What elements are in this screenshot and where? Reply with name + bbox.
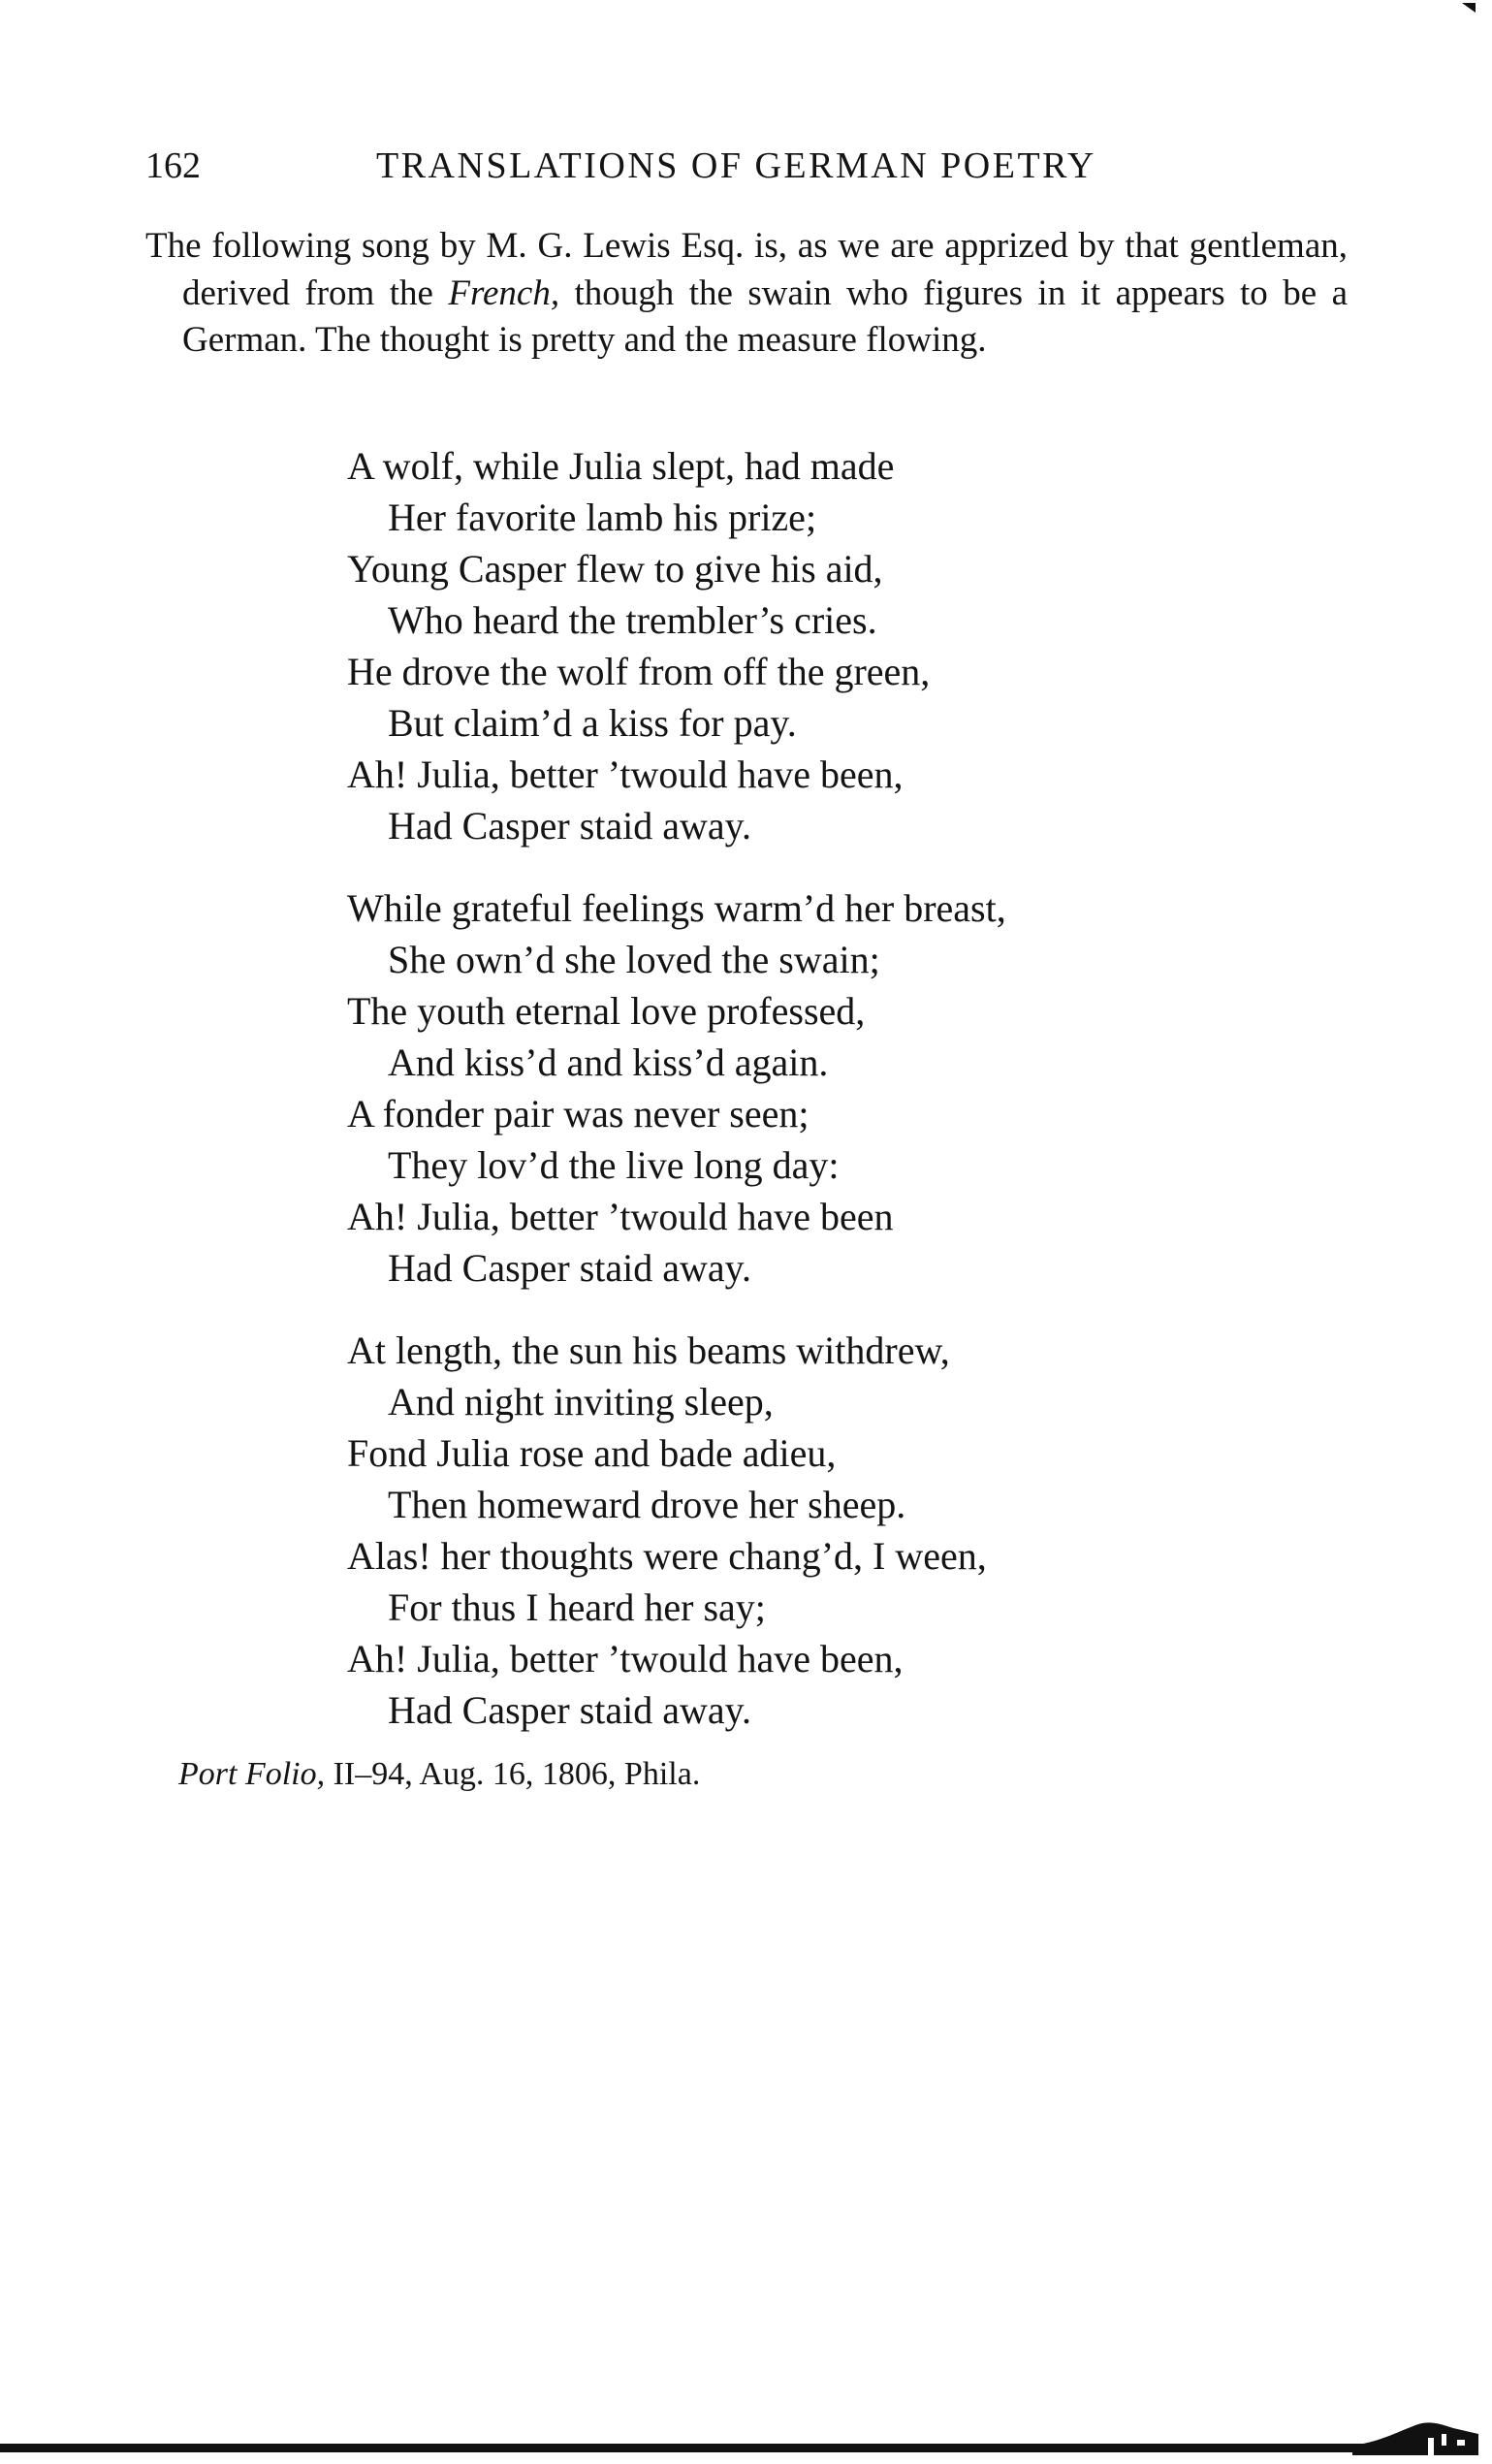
- page-header: [145, 142, 1134, 190]
- footer-scan-mark: [1352, 2395, 1478, 2455]
- citation-details: II–94, Aug. 16, 1806, Phila.: [325, 1756, 701, 1792]
- poem-line: Ah! Julia, better ’twould have been,: [347, 752, 904, 796]
- stanza-1: [347, 440, 1220, 851]
- poem-line: And kiss’d and kiss’d again.: [388, 1040, 829, 1084]
- poem-line: A fonder pair was never seen;: [347, 1092, 809, 1136]
- page-number: 162: [145, 145, 201, 186]
- source-citation: [178, 1753, 700, 1796]
- poem-line: Then homeward drove her sheep.: [388, 1483, 906, 1526]
- poem-line: Fond Julia rose and bade adieu,: [347, 1431, 837, 1475]
- stanza-2: [347, 882, 1220, 1294]
- corner-scan-mark: [1462, 0, 1476, 10]
- poem: [347, 440, 1220, 1767]
- citation-source: Port Folio,: [178, 1756, 326, 1792]
- stanza-3: [347, 1325, 1220, 1736]
- intro-text-before: The following song by M. G. Lewis Esq. is, as we are apprized by that gentleman, derived from the: [145, 226, 1348, 313]
- poem-line: Ah! Julia, better ’twould have been: [347, 1195, 894, 1238]
- running-title: TRANSLATIONS OF GERMAN POETRY: [376, 145, 1096, 186]
- poem-line: Young Casper flew to give his aid,: [347, 547, 883, 591]
- poem-line: But claim’d a kiss for pay.: [388, 701, 797, 745]
- poem-line: Alas! her thoughts were chang’d, I ween,: [347, 1534, 987, 1578]
- poem-line: While grateful feelings warm’d her breast,: [347, 886, 1006, 930]
- poem-line: The youth eternal love professed,: [347, 989, 866, 1033]
- poem-line: She own’d she loved the swain;: [388, 938, 880, 981]
- poem-line: They lov’d the live long day:: [388, 1143, 840, 1187]
- poem-line: He drove the wolf from off the green,: [347, 650, 931, 693]
- footer-scan-rule: [0, 2444, 1377, 2452]
- intro-text-after: though the swain who figures in it appears to be a German. The thought is pretty and the measure flowing.: [182, 272, 1349, 360]
- poem-line: Ah! Julia, better ’twould have been,: [347, 1637, 904, 1680]
- intro-paragraph: [145, 223, 1348, 365]
- poem-line: Her favorite lamb his prize;: [388, 496, 817, 539]
- poem-line: At length, the sun his beams withdrew,: [347, 1328, 950, 1372]
- poem-line: Who heard the trembler’s cries.: [388, 598, 877, 642]
- poem-line: Had Casper staid away.: [388, 1246, 752, 1290]
- poem-line: A wolf, while Julia slept, had made: [347, 444, 895, 488]
- poem-line: For thus I heard her say;: [388, 1585, 766, 1629]
- poem-line: Had Casper staid away.: [388, 804, 752, 848]
- poem-line: And night inviting sleep,: [388, 1380, 774, 1424]
- poem-line: Had Casper staid away.: [388, 1688, 752, 1732]
- intro-emphasis: French,: [448, 272, 560, 313]
